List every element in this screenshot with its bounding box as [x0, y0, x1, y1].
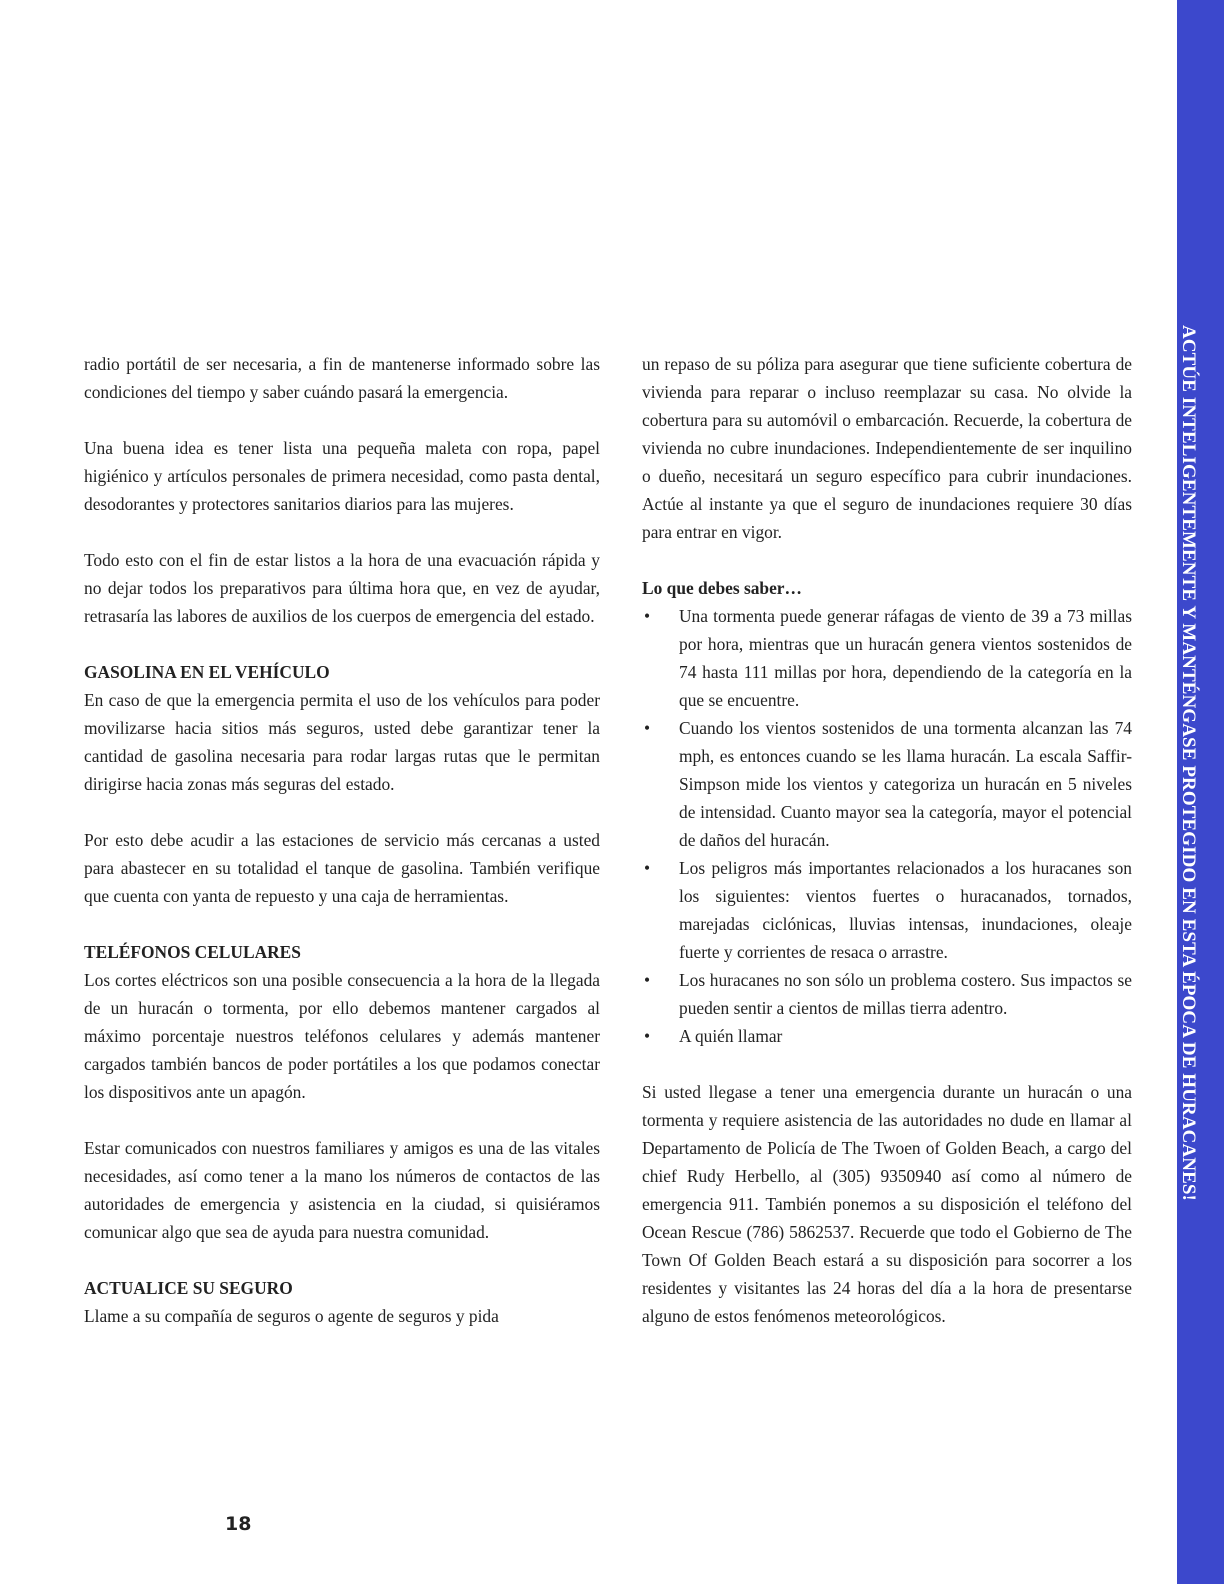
paragraph: Estar comunicados con nuestros familiares y amigos es una de las vitales necesidades, así como tener a la mano los números de contactos de las autoridades de emergencia y asistencia en la ciudad, si quisiéramos comunicar algo que sea de ayuda para nuestra comunidad. [84, 1138, 600, 1242]
section-heading-saber: Lo que debes saber… [642, 578, 802, 598]
paragraph: Por esto debe acudir a las estaciones de servicio más cercanas a usted para abastecer en su totalidad el tanque de gasolina. También verifique que cuenta con yanta de repuesto y una caja de herramientas. [84, 830, 600, 906]
paragraph: radio portátil de ser necesaria, a fin de mantenerse informado sobre las condiciones del tiempo y saber cuándo pasará la emergencia. [84, 354, 600, 402]
sidebar-title: ACTÚE INTELIGENTEMENTE Y MANTÉNGASE PROTEGIDO EN ESTA ÉPOCA DE HURACANES! [1178, 325, 1199, 1201]
section-heading-seguro: ACTUALICE SU SEGURO [84, 1278, 293, 1298]
left-column [84, 350, 600, 1330]
paragraph: Una buena idea es tener lista una pequeña maleta con ropa, papel higiénico y artículos personales de primera necesidad, como pasta dental, desodorantes y protectores sanitarios diarios para las mujeres. [84, 438, 600, 514]
bullet-list [642, 602, 1132, 1050]
paragraph: En caso de que la emergencia permita el uso de los vehículos para poder movilizarse hacia sitios más seguros, usted debe garantizar tener la cantidad de gasolina necesaria para rodar largas rutas que le permitan dirigirse hacia zonas más seguras del estado. [84, 690, 600, 794]
list-item: • Los peligros más importantes relacionados a los huracanes son los siguientes: vientos fuertes o huracanados, tornados, marejadas ciclónicas, lluvias intensas, inundaciones, oleaje fuerte y corrientes de resaca o arrastre. [642, 854, 1132, 966]
list-item: • Los huracanes no son sólo un problema costero. Sus impactos se pueden sentir a cientos de millas tierra adentro. [642, 966, 1132, 1022]
paragraph: Los cortes eléctricos son una posible consecuencia a la hora de la llegada de un huracán o tormenta, por ello debemos mantener cargados al máximo porcentaje nuestros teléfonos celulares y además mantener cargados también bancos de poder portátiles a los que podamos conectar los dispositivos ante un apagón. [84, 970, 600, 1102]
list-item: • A quién llamar [642, 1022, 1132, 1050]
paragraph: Llame a su compañía de seguros o agente de seguros y pida [84, 1306, 499, 1326]
page-number: 18 [225, 1513, 252, 1535]
paragraph: un repaso de su póliza para asegurar que tiene suficiente cobertura de vivienda para reparar o incluso reemplazar su casa. No olvide la cobertura para su automóvil o embarcación. Recuerde, la cobertura de vivienda no cubre inundaciones. Independientemente de ser inquilino o dueño, necesitará un seguro específico para cubrir inundaciones. Actúe al instante ya que el seguro de inundaciones requiere 30 días para entrar en vigor. [642, 354, 1132, 542]
section-heading-gasolina: GASOLINA EN EL VEHÍCULO [84, 662, 330, 682]
list-item: • Una tormenta puede generar ráfagas de viento de 39 a 73 millas por hora, mientras que un huracán genera vientos sostenidos de 74 hasta 111 millas por hora, dependiendo de la categoría en la que se encuentre. [642, 602, 1132, 714]
right-column [642, 350, 1132, 1358]
paragraph: Si usted llegase a tener una emergencia durante un huracán o una tormenta y requiere asistencia de las autoridades no dude en llamar al Departamento de Policía de The Twoen of Golden Beach, a cargo del chief Rudy Herbello, al (305) 9350940 así como al número de emergencia 911. También ponemos a su disposición el teléfono del Ocean Rescue (786) 5862537. Recuerde que todo el Gobierno de The Town Of Golden Beach estará a su disposición para socorrer a los residentes y visitantes las 24 horas del día a la hora de presentarse alguno de estos fenómenos meteorológicos. [642, 1082, 1132, 1326]
paragraph: Todo esto con el fin de estar listos a la hora de una evacuación rápida y no dejar todos los preparativos para última hora que, en vez de ayudar, retrasaría las labores de auxilios de los cuerpos de emergencia del estado. [84, 550, 600, 626]
list-item: • Cuando los vientos sostenidos de una tormenta alcanzan las 74 mph, es entonces cuando se les llama huracán. La escala Saffir-Simpson mide los vientos y categoriza un huracán en 5 niveles de intensidad. Cuanto mayor sea la categoría, mayor el potencial de daños del huracán. [642, 714, 1132, 854]
section-heading-telefonos: TELÉFONOS CELULARES [84, 942, 301, 962]
